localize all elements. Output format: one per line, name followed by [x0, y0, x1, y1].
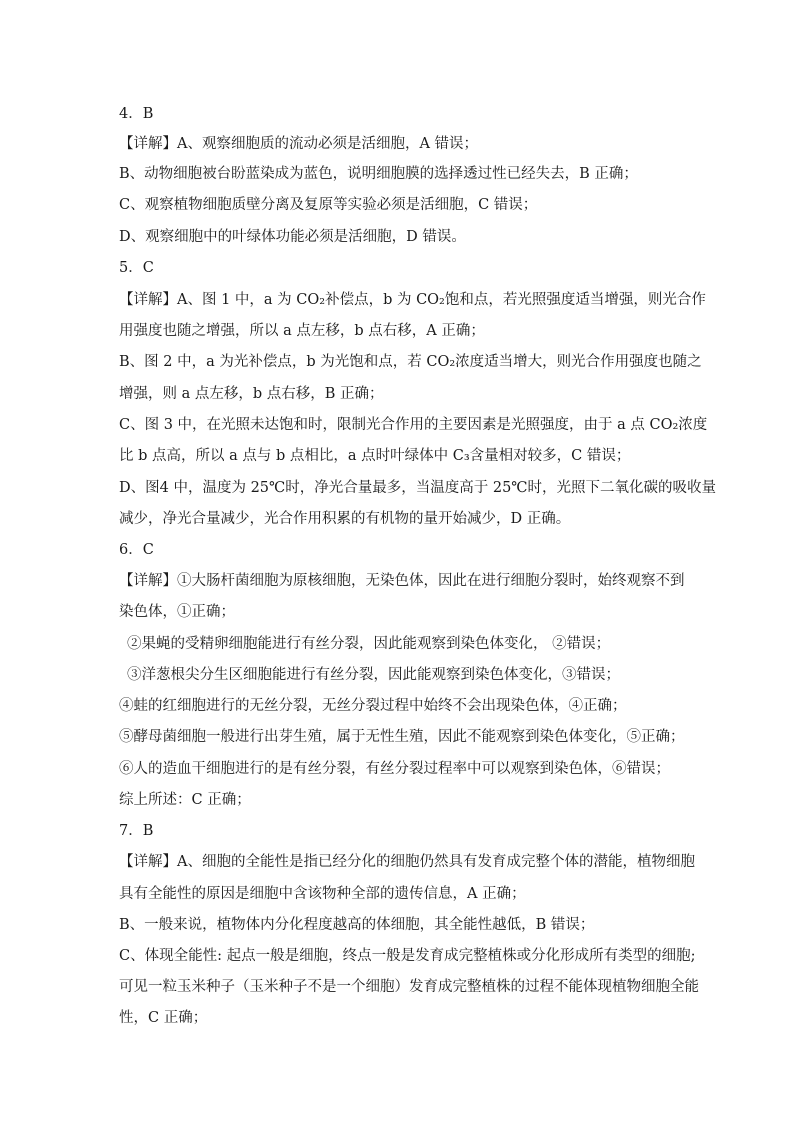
answer-line: B、图 2 中，a 为光补偿点，b 为光饱和点，若 CO₂浓度适当增大，则光合作用强度也随之 [119, 354, 702, 370]
answer-line: 减少，净光合量减少，光合作用积累的有机物的量开始减少，D 正确。 [119, 511, 571, 527]
answer-line: ②果蝇的受精卵细胞能进行有丝分裂，因此能观察到染色体变化， ②错误； [127, 636, 611, 652]
answer-line: B、一般来说，植物体内分化程度越高的体细胞，其全能性越低，B 错误； [119, 917, 595, 933]
answer-line: D、观察细胞中的叶绿体功能必须是活细胞，D 错误。 [119, 229, 466, 245]
answer-line: ③洋葱根尖分生区细胞能进行有丝分裂，因此能观察到染色体变化，③错误； [127, 667, 620, 683]
answer-line: C、图 3 中，在光照未达饱和时，限制光合作用的主要因素是光照强度，由于 a 点 CO₂浓度 [119, 417, 708, 433]
answer-line: 用强度也随之增强，所以 a 点左移，b 点右移，A 正确； [119, 323, 485, 339]
answer-line: ⑤酵母菌细胞一般进行出芽生殖，属于无性生殖，因此不能观察到染色体变化，⑤正确； [119, 729, 685, 745]
answer-line: ④蛙的红细胞进行的无丝分裂，无丝分裂过程中始终不会出现染色体，④正确； [119, 698, 627, 714]
answer-line: 【详解】A、观察细胞质的流动必须是活细胞，A 错误； [119, 136, 479, 152]
answer-number: 7．B [119, 823, 154, 839]
answer-line: 具有全能性的原因是细胞中含该物种全部的遗传信息，A 正确； [119, 886, 526, 902]
answer-number: 4．B [119, 106, 154, 122]
answer-line: D、图4 中，温度为 25℃时，净光合量最多，当温度高于 25℃时，光照下二氧化碳的吸收量 [119, 480, 717, 496]
answer-line: 【详解】A、图 1 中，a 为 CO₂补偿点，b 为 CO₂饱和点，若光照强度适当增强，则光合作 [119, 292, 706, 308]
answer-line: 增强，则 a 点左移，b 点右移，B 正确； [119, 386, 384, 402]
answer-number: 5．C [119, 260, 154, 276]
answer-line: ⑥人的造血干细胞进行的是有丝分裂，有丝分裂过程率中可以观察到染色体，⑥错误； [119, 761, 670, 777]
answer-line: 比 b 点高，所以 a 点与 b 点相比，a 点时叶绿体中 C₃含量相对较多，C 错误； [119, 448, 631, 464]
answer-line: 【详解】①大肠杆菌细胞为原核细胞，无染色体，因此在进行细胞分裂时，始终观察不到 [119, 573, 685, 589]
answer-line: 染色体，①正确； [119, 604, 235, 620]
answer-line: 综上所述：C 正确； [119, 792, 251, 808]
answer-line: 性，C 正确； [119, 1010, 208, 1026]
answer-line: C、体现全能性: 起点一般是细胞，终点一般是发育成完整植株或分化形成所有类型的细胞; [119, 948, 696, 964]
answer-line: C、观察植物细胞质壁分离及复原等实验必须是活细胞，C 错误； [119, 197, 538, 213]
answer-line: B、动物细胞被台盼蓝染成为蓝色，说明细胞膜的选择透过性已经失去，B 正确； [119, 166, 638, 182]
answer-line: 可见一粒玉米种子（玉米种子不是一个细胞）发育成完整植株的过程不能体现植物细胞全能 [119, 979, 699, 995]
answer-number: 6．C [119, 542, 154, 558]
answer-line: 【详解】A、细胞的全能性是指已经分化的细胞仍然具有发育成完整个体的潜能，植物细胞 [119, 854, 695, 870]
